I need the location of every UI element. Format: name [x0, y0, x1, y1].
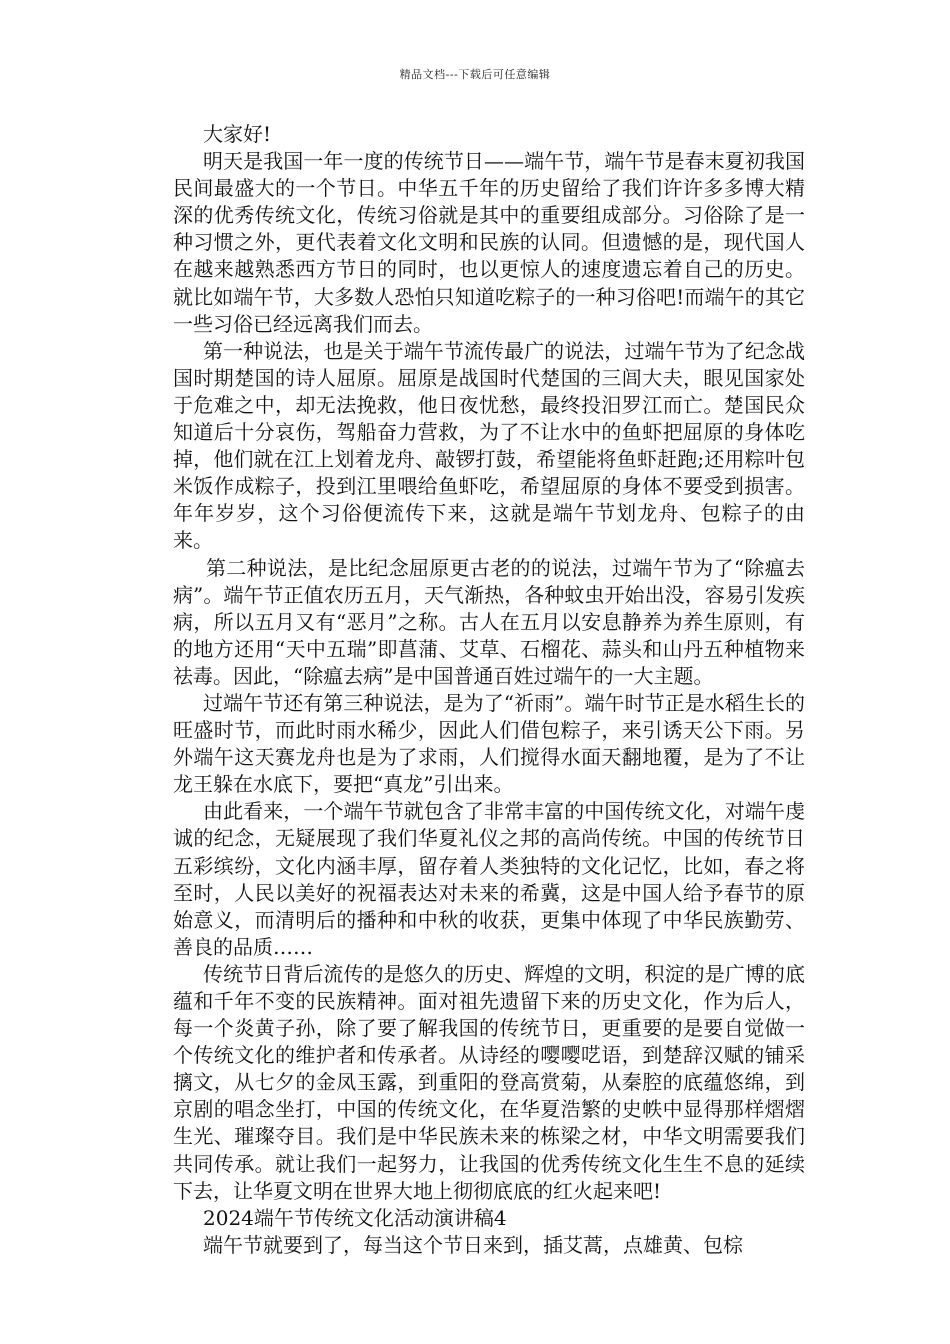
second-theory-paragraph: 第二种说法，是比纪念屈原更古老的的说法，过端午节为了“除瘟去病”。端午节正值农历五月，天气渐热，各种蚊虫开始出没，容易引发疾病，所以五月又有“恶月”之称。古人在五月以安息静养为养生原则，有的地方还用“天中五瑞”即菖蒲、艾草、石榴花、蒜头和山丹五种植物来祛毒。因此，“除瘟去病”是中国普通百姓过端午的一大主题。 — [173, 555, 805, 688]
section-title: 2024端午节传统文化活动演讲稿4 — [203, 1205, 507, 1230]
next-speech-paragraph: 端午节就要到了，每当这个节日来到，插艾蒿，点雄黄、包棕 — [203, 1232, 743, 1257]
document-body — [173, 121, 805, 1259]
page-header: 精品文档---下载后可任意编辑 — [399, 68, 551, 81]
heritage-paragraph: 传统节日背后流传的是悠久的历史、辉煌的文明，积淀的是广博的底蕴和千年不变的民族精神。面对祖先遗留下来的历史文化，作为后人，每一个炎黄子孙，除了要了解我国的传统节日，更重要的是要自觉做一个传统文化的维护者和传承者。从诗经的嘤嘤呓语，到楚辞汉赋的铺采摛文，从七夕的金凤玉露，到重阳的登高赏菊，从秦腔的底蕴悠绵，到京剧的唱念坐打，中国的传统文化，在华夏浩繁的史帙中显得那样熠熠生光、璀璨夺目。我们是中华民族未来的栋梁之材，中华文明需要我们共同传承。就让我们一起努力，让我国的优秀传统文化生生不息的延续下去，让华夏文明在世界大地上彻彻底底的红火起来吧! — [173, 961, 805, 1203]
third-theory-paragraph: 过端午节还有第三种说法，是为了“祈雨”。端午时节正是水稻生长的旺盛时节，而此时雨水稀少，因此人们借包粽子，来引诱天公下雨。另外端午这天赛龙舟也是为了求雨，人们搅得水面天翻地覆，是为了不让龙王躲在水底下，要把“真龙”引出来。 — [173, 690, 805, 797]
first-theory-paragraph: 第一种说法，也是关于端午节流传最广的说法，过端午节为了纪念战国时期楚国的诗人屈原。屈原是战国时代楚国的三闾大夫，眼见国家处于危难之中，却无法挽救，他日夜忧愁，最终投汨罗江而亡。楚国民众知道后十分哀伤，驾船奋力营救，为了不让水中的鱼虾把屈原的身体吃掉，他们就在江上划着龙舟、敲锣打鼓，希望能将鱼虾赶跑;还用粽叶包米饭作成粽子，投到江里喂给鱼虾吃，希望屈原的身体不要受到损害。年年岁岁，这个习俗便流传下来，这就是端午节划龙舟、包粽子的由来。 — [173, 338, 805, 553]
greeting-paragraph: 大家好! — [203, 122, 272, 146]
summary-paragraph: 由此看来，一个端午节就包含了非常丰富的中国传统文化，对端午虔诚的纪念，无疑展现了我们华夏礼仪之邦的高尚传统。中国的传统节日五彩缤纷，文化内涵丰厚，留存着人类独特的文化记忆，比如，春之将至时，人民以美好的祝福表达对未来的希冀，这是中国人给予春节的原始意义，而清明后的播种和中秋的收获，更集中体现了中华民族勤劳、善良的品质…… — [173, 799, 805, 959]
intro-paragraph: 明天是我国一年一度的传统节日——端午节，端午节是春末夏初我国民间最盛大的一个节日。中华五千年的历史留给了我们许许多多博大精深的优秀传统文化，传统习俗就是其中的重要组成部分。习俗除了是一种习惯之外，更代表着文化文明和民族的认同。但遗憾的是，现代国人在越来越熟悉西方节日的同时，也以更惊人的速度遗忘着自己的历史。就比如端午节，大多数人恐怕只知道吃粽子的一种习俗吧!而端午的其它一些习俗已经远离我们而去。 — [173, 149, 805, 336]
